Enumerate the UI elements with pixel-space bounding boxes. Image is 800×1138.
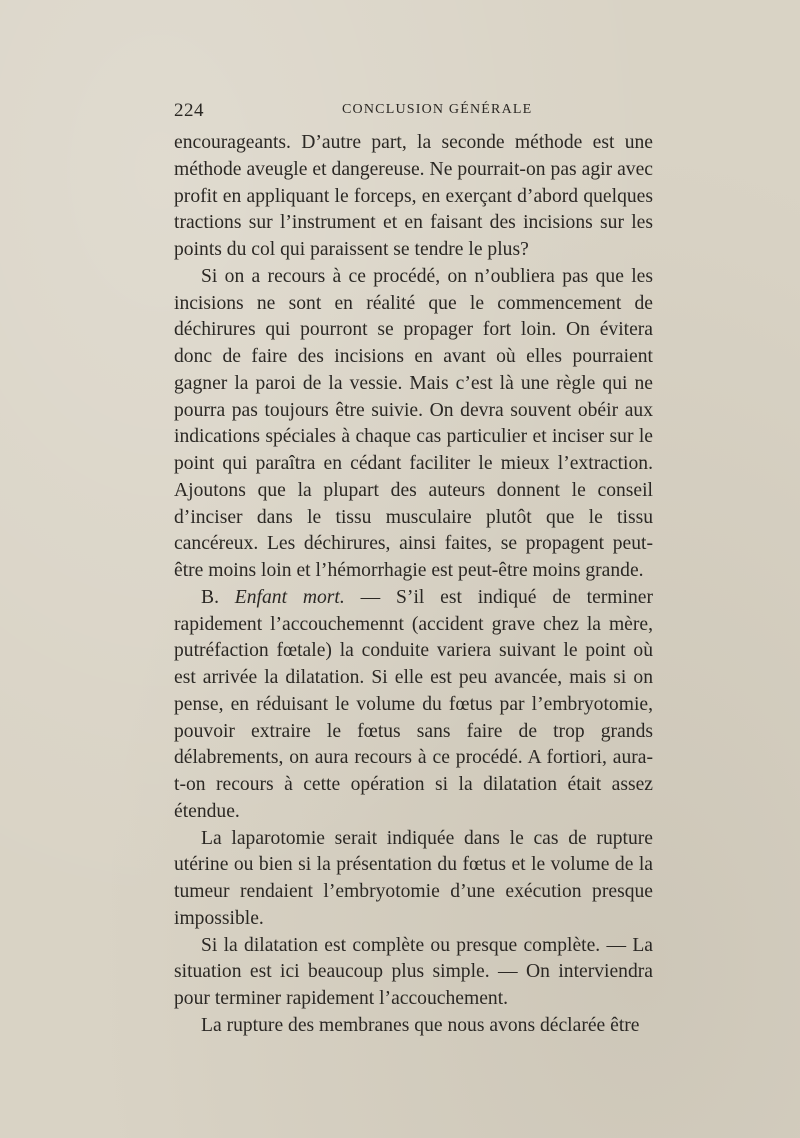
paragraph-text: — S’il est indiqué de terminer rapidement l’accouchemennt (accident grave chez la mère, putréfaction fœtale) la conduite variera suivant le point où est arrivée la dilatation. Si elle est peu avancée, mais si on pense, en réduisant le volume du fœtus par l’embryotomie, pouvoir extraire le fœtus sans faire de trop grands délabrements, on aura recours à ce procédé. A fortiori, aura-t-on recours à cette opération si la dilatation était assez étendue.: [174, 586, 654, 822]
section-label: B.: [201, 586, 219, 608]
page-header: [174, 100, 664, 124]
section-heading: Enfant mort.: [234, 586, 345, 608]
paragraph-last-line: La rupture des membranes que nous avons déclarée être: [201, 1014, 640, 1036]
paragraph-enfant-mort: [174, 585, 653, 826]
body-text: [174, 130, 653, 1040]
paragraph: La laparotomie serait indiquée dans le cas de rupture utérine ou bien si la présentation du fœtus et le volume de la tumeur rendaient l’embryotomie d’une exécution presque impossible.: [174, 827, 653, 929]
running-head: CONCLUSION GÉNÉRALE: [342, 102, 533, 117]
paragraph: Si on a recours à ce procédé, on n’oubliera pas que les incisions ne sont en réalité que le commencement de déchirures qui pourront se propager fort loin. On évitera donc de faire des incisions en avant où elles pourraient gagner la paroi de la vessie. Mais c’est là une règle qui ne pourra pas toujours être suivie. On devra souvent obéir aux indications spéciales à chaque cas particulier et inciser sur le point qui paraîtra en cédant faciliter le mieux l’extraction. Ajoutons que la plupart des auteurs donnent le conseil d’inciser dans le tissu musculaire plutôt que le tissu cancéreux. Les déchirures, ainsi faites, se propagent peut-être moins loin et l’hémorrhagie est peut-être moins grande.: [174, 265, 653, 581]
page-number: 224: [174, 100, 204, 121]
paragraph-continuation: encourageants. D’autre part, la seconde méthode est une méthode aveugle et dangereuse. Ne pourrait-on pas agir avec profit en appliquant le forceps, en exerçant d’abord quelques tractions sur l’instrument et en faisant des incisions sur les points du col qui paraissent se tendre le plus?: [174, 132, 653, 260]
paragraph: Si la dilatation est complète ou presque complète. — La situation est ici beaucoup plus simple. — On interviendra pour terminer rapidement l’accouchement.: [174, 934, 653, 1009]
